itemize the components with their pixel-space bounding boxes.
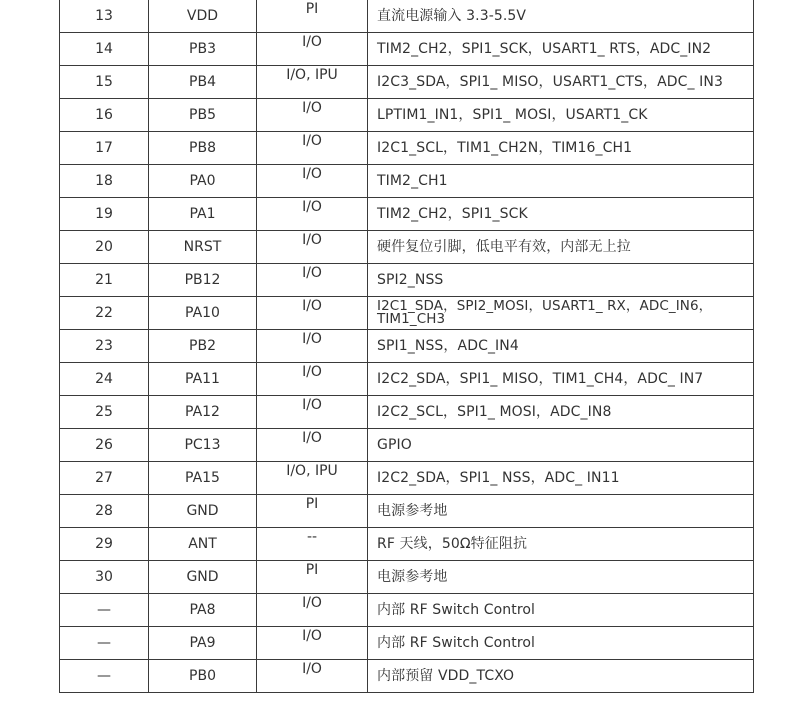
table-row — [60, 396, 754, 429]
pin-number: — — [60, 594, 149, 627]
pin-type-cell — [257, 165, 368, 198]
pin-number: 21 — [60, 264, 149, 297]
pin-number: 15 — [60, 66, 149, 99]
pin-definition-table — [59, 0, 754, 693]
pin-description: 硬件复位引脚，低电平有效，内部无上拉 — [368, 231, 754, 264]
pin-type: I/O — [302, 166, 322, 182]
pin-type-cell — [257, 66, 368, 99]
table-row — [60, 66, 754, 99]
pin-name: NRST — [149, 231, 257, 264]
pin-name: PA12 — [149, 396, 257, 429]
pin-name: PB2 — [149, 330, 257, 363]
pin-type: I/O — [302, 331, 322, 347]
table-row — [60, 495, 754, 528]
pin-type-cell — [257, 0, 368, 33]
table-row — [60, 99, 754, 132]
pin-name: PB3 — [149, 33, 257, 66]
pin-description: 电源参考地 — [368, 561, 754, 594]
pin-type-cell — [257, 396, 368, 429]
pin-type: I/O — [302, 661, 322, 677]
pin-type: I/O — [302, 232, 322, 248]
pin-number: 18 — [60, 165, 149, 198]
pin-description: SPI1_NSS，ADC_IN4 — [368, 330, 754, 363]
pin-type: PI — [305, 496, 319, 512]
pin-type-cell — [257, 264, 368, 297]
pin-type: I/O — [302, 199, 322, 215]
pin-number: 14 — [60, 33, 149, 66]
pin-number: — — [60, 660, 149, 693]
pin-name: PC13 — [149, 429, 257, 462]
pin-type-cell — [257, 132, 368, 165]
pin-type: I/O — [302, 595, 322, 611]
pin-type: I/O — [302, 100, 322, 116]
pin-type: I/O — [302, 397, 322, 413]
pin-type: I/O — [302, 364, 322, 380]
pin-description: GPIO — [368, 429, 754, 462]
pin-number: 30 — [60, 561, 149, 594]
pin-name: VDD — [149, 0, 257, 33]
pin-description: 内部 RF Switch Control — [368, 594, 754, 627]
pin-description: 直流电源输入 3.3-5.5V — [368, 0, 754, 33]
pin-type: PI — [305, 562, 319, 578]
table-row — [60, 594, 754, 627]
table-row — [60, 627, 754, 660]
table-row — [60, 429, 754, 462]
pin-type: -- — [306, 529, 318, 545]
pin-description: TIM2_CH2，SPI1_SCK — [368, 198, 754, 231]
pin-name: PA8 — [149, 594, 257, 627]
pin-type: I/O — [302, 133, 322, 149]
pin-type-cell — [257, 429, 368, 462]
table-row — [60, 264, 754, 297]
pin-name: PB8 — [149, 132, 257, 165]
pin-name: PA1 — [149, 198, 257, 231]
table-row — [60, 165, 754, 198]
pin-type-cell — [257, 594, 368, 627]
table-row — [60, 33, 754, 66]
pin-type-cell — [257, 297, 368, 330]
table-row — [60, 0, 754, 33]
pin-name: PA10 — [149, 297, 257, 330]
table-row — [60, 198, 754, 231]
pin-description: 内部 RF Switch Control — [368, 627, 754, 660]
pin-description: I2C2_SDA，SPI1_ NSS，ADC_ IN11 — [368, 462, 754, 495]
pin-description: I2C2_SCL，SPI1_ MOSI，ADC_IN8 — [368, 396, 754, 429]
table-row — [60, 462, 754, 495]
pin-number: 23 — [60, 330, 149, 363]
pin-name: PA15 — [149, 462, 257, 495]
pin-type-cell — [257, 198, 368, 231]
pin-number: 25 — [60, 396, 149, 429]
pin-number: 27 — [60, 462, 149, 495]
pin-description: I2C1_SCL，TIM1_CH2N，TIM16_CH1 — [368, 132, 754, 165]
pin-number: 16 — [60, 99, 149, 132]
table-row — [60, 330, 754, 363]
pin-description: TIM2_CH2，SPI1_SCK，USART1_ RTS，ADC_IN2 — [368, 33, 754, 66]
pin-type-cell — [257, 627, 368, 660]
pin-type-cell — [257, 495, 368, 528]
pin-number: — — [60, 627, 149, 660]
pin-type-cell — [257, 99, 368, 132]
pin-number: 22 — [60, 297, 149, 330]
pin-type: I/O — [302, 34, 322, 50]
pin-description: RF 天线，50Ω特征阻抗 — [368, 528, 754, 561]
pin-number: 29 — [60, 528, 149, 561]
pin-description: I2C2_SDA，SPI1_ MISO，TIM1_CH4，ADC_ IN7 — [368, 363, 754, 396]
pin-description: LPTIM1_IN1，SPI1_ MOSI，USART1_CK — [368, 99, 754, 132]
pin-number: 28 — [60, 495, 149, 528]
pin-table-body — [60, 0, 754, 693]
pin-description: I2C1_SDA，SPI2_MOSI，USART1_ RX，ADC_IN6，TIM1_CH3 — [368, 297, 754, 330]
pin-type: I/O — [302, 628, 322, 644]
pin-number: 19 — [60, 198, 149, 231]
pin-name: GND — [149, 495, 257, 528]
table-row — [60, 363, 754, 396]
pin-description: I2C3_SDA，SPI1_ MISO，USART1_CTS，ADC_ IN3 — [368, 66, 754, 99]
pin-number: 13 — [60, 0, 149, 33]
table-row — [60, 561, 754, 594]
pin-type-cell — [257, 363, 368, 396]
pin-name: PA0 — [149, 165, 257, 198]
pin-type-cell — [257, 330, 368, 363]
pin-type-cell — [257, 660, 368, 693]
pin-type-cell — [257, 528, 368, 561]
table-row — [60, 132, 754, 165]
pin-description: 内部预留 VDD_TCXO — [368, 660, 754, 693]
pin-number: 17 — [60, 132, 149, 165]
pin-type-cell — [257, 462, 368, 495]
pin-type: I/O — [302, 298, 322, 314]
pin-type: PI — [305, 1, 319, 17]
table-row — [60, 231, 754, 264]
pin-type-cell — [257, 231, 368, 264]
pin-name: PB4 — [149, 66, 257, 99]
pin-type-cell — [257, 561, 368, 594]
table-row — [60, 297, 754, 330]
pin-type: I/O, IPU — [286, 463, 338, 479]
pin-name: PB12 — [149, 264, 257, 297]
pin-type: I/O — [302, 265, 322, 281]
pin-number: 24 — [60, 363, 149, 396]
pin-number: 26 — [60, 429, 149, 462]
pin-name: PB5 — [149, 99, 257, 132]
pin-name: ANT — [149, 528, 257, 561]
table-row — [60, 660, 754, 693]
pin-name: GND — [149, 561, 257, 594]
table-row — [60, 528, 754, 561]
pin-description: 电源参考地 — [368, 495, 754, 528]
pin-number: 20 — [60, 231, 149, 264]
pin-type: I/O — [302, 430, 322, 446]
pin-name: PA9 — [149, 627, 257, 660]
pin-description: SPI2_NSS — [368, 264, 754, 297]
pin-name: PB0 — [149, 660, 257, 693]
pin-type: I/O, IPU — [286, 67, 338, 83]
pin-name: PA11 — [149, 363, 257, 396]
pin-type-cell — [257, 33, 368, 66]
pin-description: TIM2_CH1 — [368, 165, 754, 198]
